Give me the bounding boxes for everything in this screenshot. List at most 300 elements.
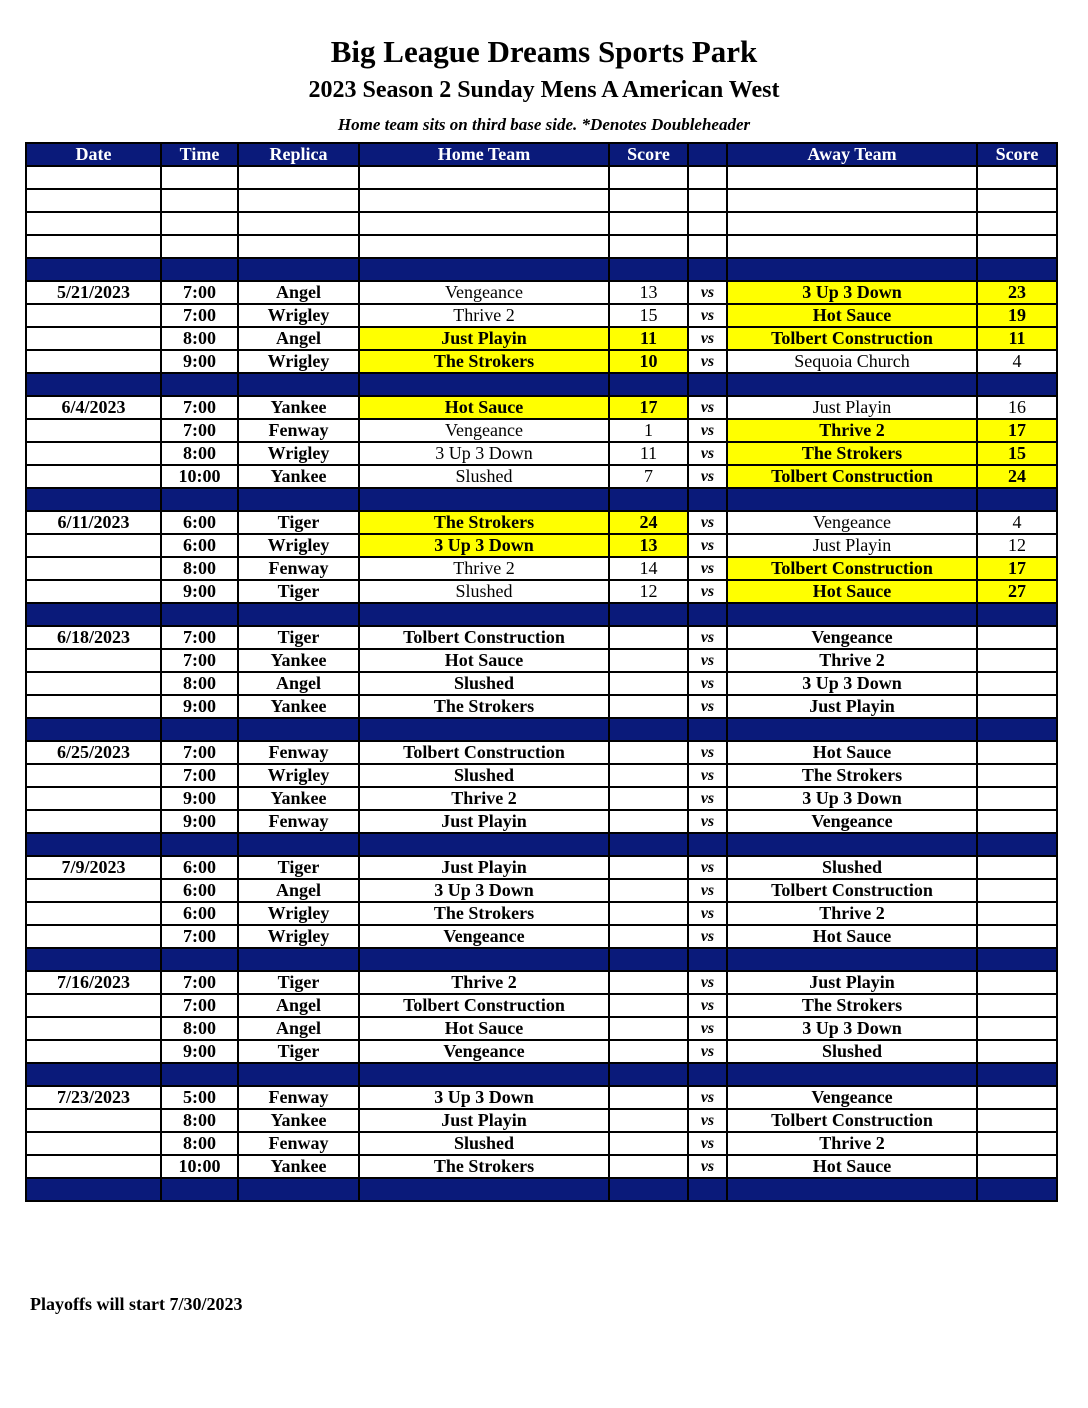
separator-cell [977,603,1057,626]
game-replica-field: Tiger [238,971,359,994]
game-date: 6/18/2023 [26,626,161,649]
separator-cell [161,258,238,281]
away-score: 19 [977,304,1057,327]
vs-label: vs [688,327,727,350]
home-score [609,626,688,649]
game-row [26,971,1057,994]
home-team: Slushed [359,1132,609,1155]
separator-cell [609,948,688,971]
game-row [26,580,1057,603]
home-team: Tolbert Construction [359,741,609,764]
separator-cell [161,488,238,511]
game-time: 8:00 [161,1132,238,1155]
empty-cell [26,189,161,212]
home-score: 13 [609,534,688,557]
separator-cell [238,1063,359,1086]
home-team: Just Playin [359,856,609,879]
vs-label: vs [688,1132,727,1155]
game-date [26,1040,161,1063]
game-replica-field: Wrigley [238,304,359,327]
vs-label: vs [688,465,727,488]
home-score [609,741,688,764]
vs-label: vs [688,1040,727,1063]
game-date [26,1017,161,1040]
away-team: Hot Sauce [727,1155,977,1178]
away-score: 17 [977,557,1057,580]
separator-cell [688,948,727,971]
game-row [26,281,1057,304]
home-team: The Strokers [359,902,609,925]
vs-label: vs [688,741,727,764]
game-time: 7:00 [161,304,238,327]
empty-cell [977,212,1057,235]
game-replica-field: Fenway [238,419,359,442]
away-score [977,1086,1057,1109]
game-row [26,879,1057,902]
separator-row [26,948,1057,971]
away-score [977,764,1057,787]
game-row [26,764,1057,787]
game-date: 7/9/2023 [26,856,161,879]
home-team: Thrive 2 [359,304,609,327]
vs-label: vs [688,534,727,557]
vs-label: vs [688,787,727,810]
away-team: Just Playin [727,695,977,718]
empty-cell [26,235,161,258]
home-team: The Strokers [359,1155,609,1178]
game-replica-field: Tiger [238,511,359,534]
separator-cell [688,373,727,396]
home-team: 3 Up 3 Down [359,534,609,557]
home-team: Hot Sauce [359,649,609,672]
game-row [26,925,1057,948]
game-row [26,327,1057,350]
game-replica-field: Angel [238,1017,359,1040]
away-score [977,695,1057,718]
away-team: Hot Sauce [727,304,977,327]
game-time: 6:00 [161,534,238,557]
column-header-date: Date [26,143,161,166]
empty-cell [727,235,977,258]
home-team: Vengeance [359,925,609,948]
empty-cell [727,166,977,189]
separator-cell [161,1063,238,1086]
away-team: Vengeance [727,511,977,534]
page-subtitle: 2023 Season 2 Sunday Mens A American West [308,77,780,103]
game-time: 8:00 [161,442,238,465]
empty-row [26,166,1057,189]
home-team: Vengeance [359,1040,609,1063]
home-team: Slushed [359,672,609,695]
game-replica-field: Tiger [238,626,359,649]
separator-cell [977,833,1057,856]
game-time: 8:00 [161,1109,238,1132]
away-score: 4 [977,350,1057,373]
away-team: Thrive 2 [727,902,977,925]
separator-cell [161,373,238,396]
vs-label: vs [688,1017,727,1040]
separator-row [26,488,1057,511]
home-team: Vengeance [359,281,609,304]
home-score [609,649,688,672]
vs-label: vs [688,902,727,925]
game-time: 7:00 [161,281,238,304]
home-score: 7 [609,465,688,488]
vs-label: vs [688,810,727,833]
home-score [609,1017,688,1040]
game-time: 8:00 [161,327,238,350]
home-score [609,764,688,787]
game-date [26,419,161,442]
vs-label: vs [688,672,727,695]
separator-cell [359,258,609,281]
separator-cell [688,258,727,281]
vs-label: vs [688,971,727,994]
game-date [26,1132,161,1155]
home-score [609,810,688,833]
away-team: Vengeance [727,626,977,649]
separator-cell [238,373,359,396]
home-team: Just Playin [359,810,609,833]
separator-cell [609,258,688,281]
column-header-away-score: Score [977,143,1057,166]
home-team: Tolbert Construction [359,626,609,649]
away-team: The Strokers [727,994,977,1017]
separator-cell [26,833,161,856]
game-time: 8:00 [161,1017,238,1040]
empty-cell [609,235,688,258]
separator-cell [727,373,977,396]
separator-row [26,1178,1057,1201]
game-replica-field: Fenway [238,810,359,833]
game-replica-field: Tiger [238,580,359,603]
separator-cell [727,833,977,856]
separator-cell [727,718,977,741]
game-replica-field: Fenway [238,1132,359,1155]
game-replica-field: Yankee [238,695,359,718]
game-time: 9:00 [161,580,238,603]
game-date: 7/16/2023 [26,971,161,994]
vs-label: vs [688,1086,727,1109]
away-score [977,1109,1057,1132]
schedule-note: Home team sits on third base side. *Denotes Doubleheader [337,115,751,134]
game-replica-field: Angel [238,281,359,304]
separator-cell [727,1063,977,1086]
game-replica-field: Angel [238,994,359,1017]
separator-cell [609,373,688,396]
game-replica-field: Angel [238,672,359,695]
away-score [977,787,1057,810]
separator-cell [161,833,238,856]
away-team: Just Playin [727,971,977,994]
away-team: Slushed [727,856,977,879]
empty-cell [26,212,161,235]
home-team: Thrive 2 [359,971,609,994]
separator-cell [727,488,977,511]
separator-cell [727,603,977,626]
away-team: Sequoia Church [727,350,977,373]
separator-cell [359,948,609,971]
separator-cell [359,1178,609,1201]
away-score [977,1155,1057,1178]
separator-cell [609,1178,688,1201]
separator-cell [238,718,359,741]
vs-label: vs [688,1155,727,1178]
game-row [26,304,1057,327]
game-row [26,1109,1057,1132]
game-date [26,580,161,603]
separator-cell [727,948,977,971]
game-replica-field: Wrigley [238,925,359,948]
empty-cell [359,189,609,212]
separator-row [26,718,1057,741]
game-row [26,994,1057,1017]
away-score [977,672,1057,695]
game-time: 6:00 [161,902,238,925]
game-date [26,465,161,488]
separator-cell [977,488,1057,511]
home-score [609,879,688,902]
game-row [26,350,1057,373]
separator-cell [688,833,727,856]
home-score: 10 [609,350,688,373]
vs-label: vs [688,580,727,603]
game-replica-field: Yankee [238,649,359,672]
game-row [26,396,1057,419]
separator-cell [977,1178,1057,1201]
game-time: 7:00 [161,994,238,1017]
game-time: 9:00 [161,695,238,718]
game-date: 6/11/2023 [26,511,161,534]
game-time: 8:00 [161,557,238,580]
home-team: The Strokers [359,350,609,373]
separator-cell [977,718,1057,741]
game-time: 7:00 [161,396,238,419]
game-date [26,994,161,1017]
separator-cell [26,258,161,281]
home-score [609,787,688,810]
game-time: 6:00 [161,879,238,902]
game-time: 7:00 [161,419,238,442]
schedule-table [25,142,1058,1202]
away-score [977,925,1057,948]
separator-cell [359,488,609,511]
game-row [26,1155,1057,1178]
empty-cell [977,166,1057,189]
game-replica-field: Tiger [238,856,359,879]
empty-row [26,189,1057,212]
home-team: Just Playin [359,327,609,350]
game-row [26,787,1057,810]
separator-cell [238,948,359,971]
away-score [977,856,1057,879]
empty-cell [727,189,977,212]
home-team: Thrive 2 [359,557,609,580]
away-team: Slushed [727,1040,977,1063]
away-score [977,1132,1057,1155]
game-time: 7:00 [161,649,238,672]
game-date: 7/23/2023 [26,1086,161,1109]
away-team: Vengeance [727,1086,977,1109]
game-replica-field: Yankee [238,787,359,810]
home-team: Vengeance [359,419,609,442]
separator-cell [238,258,359,281]
home-team: Slushed [359,580,609,603]
game-replica-field: Fenway [238,741,359,764]
game-date [26,557,161,580]
game-date [26,810,161,833]
separator-cell [238,1178,359,1201]
game-replica-field: Wrigley [238,764,359,787]
home-team: Just Playin [359,1109,609,1132]
game-replica-field: Tiger [238,1040,359,1063]
separator-row [26,833,1057,856]
empty-cell [238,235,359,258]
separator-cell [688,718,727,741]
away-team: Thrive 2 [727,419,977,442]
away-score [977,741,1057,764]
separator-row [26,258,1057,281]
home-score [609,672,688,695]
game-date [26,764,161,787]
away-score [977,649,1057,672]
empty-cell [609,166,688,189]
away-team: Tolbert Construction [727,879,977,902]
game-time: 7:00 [161,741,238,764]
game-row [26,1040,1057,1063]
away-team: 3 Up 3 Down [727,672,977,695]
game-row [26,442,1057,465]
empty-cell [727,212,977,235]
home-team: Tolbert Construction [359,994,609,1017]
game-time: 7:00 [161,764,238,787]
game-replica-field: Angel [238,879,359,902]
home-team: The Strokers [359,511,609,534]
game-time: 7:00 [161,626,238,649]
home-score [609,1086,688,1109]
separator-cell [161,948,238,971]
separator-cell [609,488,688,511]
away-score [977,1040,1057,1063]
away-team: 3 Up 3 Down [727,1017,977,1040]
game-time: 10:00 [161,465,238,488]
empty-row [26,235,1057,258]
empty-cell [688,235,727,258]
separator-cell [609,833,688,856]
away-team: Hot Sauce [727,741,977,764]
column-header-away-team: Away Team [727,143,977,166]
empty-cell [161,212,238,235]
game-row [26,856,1057,879]
away-team: Tolbert Construction [727,327,977,350]
separator-cell [359,1063,609,1086]
game-replica-field: Fenway [238,1086,359,1109]
vs-label: vs [688,419,727,442]
game-row [26,741,1057,764]
game-replica-field: Angel [238,327,359,350]
empty-cell [238,189,359,212]
separator-cell [238,488,359,511]
game-row [26,511,1057,534]
vs-label: vs [688,925,727,948]
away-team: Vengeance [727,810,977,833]
home-team: Hot Sauce [359,1017,609,1040]
separator-cell [977,258,1057,281]
game-time: 9:00 [161,350,238,373]
away-score [977,994,1057,1017]
away-team: 3 Up 3 Down [727,787,977,810]
vs-label: vs [688,879,727,902]
page-title: Big League Dreams Sports Park [330,34,758,69]
away-team: Tolbert Construction [727,1109,977,1132]
home-score: 24 [609,511,688,534]
vs-label: vs [688,442,727,465]
home-score [609,994,688,1017]
vs-label: vs [688,994,727,1017]
home-score [609,856,688,879]
away-team: Hot Sauce [727,580,977,603]
game-date [26,1155,161,1178]
home-score: 1 [609,419,688,442]
vs-label: vs [688,856,727,879]
game-date [26,350,161,373]
away-score: 16 [977,396,1057,419]
game-time: 9:00 [161,810,238,833]
game-time: 6:00 [161,856,238,879]
game-time: 9:00 [161,787,238,810]
away-score [977,626,1057,649]
separator-cell [26,1063,161,1086]
table-header-row [26,143,1057,166]
home-team: Slushed [359,465,609,488]
home-score: 17 [609,396,688,419]
empty-cell [26,166,161,189]
empty-cell [688,166,727,189]
game-row [26,419,1057,442]
home-team: 3 Up 3 Down [359,1086,609,1109]
game-date: 5/21/2023 [26,281,161,304]
separator-cell [359,718,609,741]
empty-cell [359,235,609,258]
separator-row [26,373,1057,396]
game-time: 8:00 [161,672,238,695]
away-score [977,810,1057,833]
away-team: Thrive 2 [727,649,977,672]
vs-label: vs [688,626,727,649]
schedule-body [26,166,1057,1201]
game-date [26,787,161,810]
game-date [26,649,161,672]
separator-cell [977,1063,1057,1086]
separator-cell [609,718,688,741]
separator-cell [238,833,359,856]
separator-cell [238,603,359,626]
away-score: 4 [977,511,1057,534]
game-date: 6/25/2023 [26,741,161,764]
home-score: 11 [609,442,688,465]
away-score: 27 [977,580,1057,603]
away-score: 12 [977,534,1057,557]
separator-cell [359,603,609,626]
away-team: Tolbert Construction [727,557,977,580]
game-replica-field: Yankee [238,1109,359,1132]
empty-cell [609,189,688,212]
separator-cell [26,488,161,511]
separator-cell [26,948,161,971]
empty-cell [359,166,609,189]
empty-cell [238,212,359,235]
home-score [609,695,688,718]
